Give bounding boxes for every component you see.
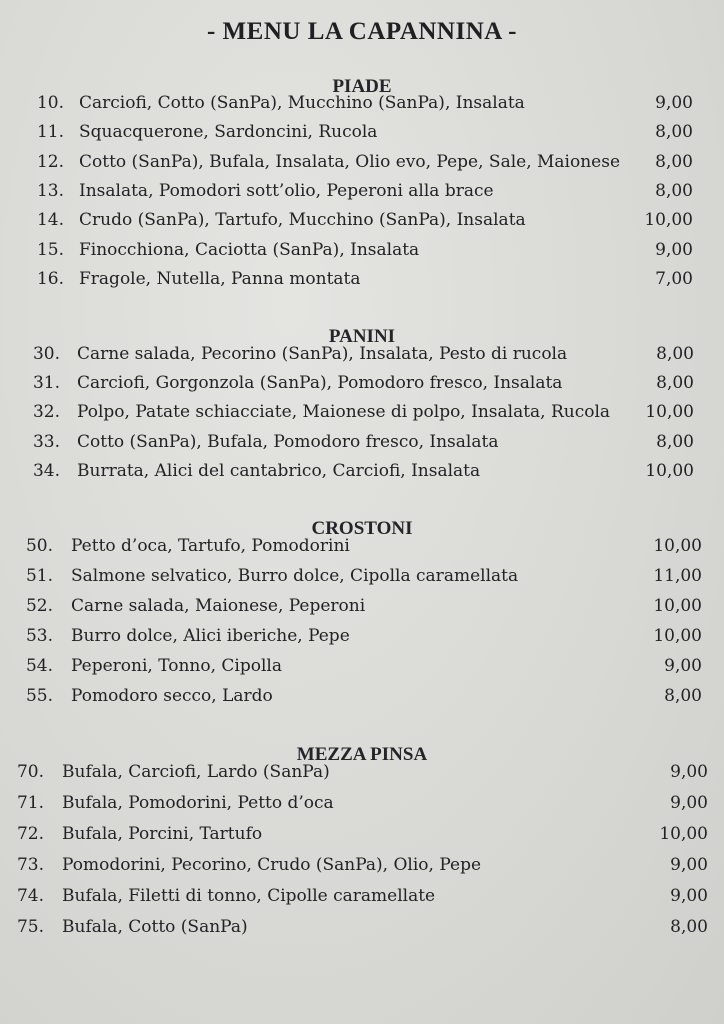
menu-item [0, 177, 724, 205]
item-price: 8,00 [664, 686, 702, 706]
item-price: 8,00 [670, 917, 708, 937]
item-description: Polpo, Patate schiacciate, Maionese di polpo, Insalata, Rucola [77, 402, 611, 423]
item-number: 15. [36, 239, 64, 260]
item-description: Burrata, Alici del cantabrico, Carciofi, Insalata [77, 460, 481, 481]
item-number: 54. [25, 656, 53, 676]
item-number: 50. [25, 536, 53, 556]
item-number: 52. [25, 596, 53, 616]
menu-item [0, 851, 724, 879]
item-price: 9,00 [655, 93, 693, 113]
item-price: 10,00 [653, 536, 702, 556]
item-price: 11,00 [653, 566, 702, 586]
item-number: 11. [36, 122, 64, 143]
item-description: Salmone selvatico, Burro dolce, Cipolla caramellata [71, 566, 519, 586]
menu-item [0, 148, 724, 176]
item-number: 14. [36, 210, 64, 231]
menu-item [0, 457, 724, 485]
item-number: 31. [32, 373, 60, 394]
item-description: Crudo (SanPa), Tartufo, Mucchino (SanPa), Insalata [79, 210, 526, 231]
menu-item [0, 789, 724, 817]
menu-item [0, 913, 724, 941]
item-description: Pomodorini, Pecorino, Crudo (SanPa), Olio, Pepe [62, 855, 482, 875]
menu-item [0, 340, 724, 368]
item-price: 8,00 [655, 180, 693, 201]
menu-item [0, 206, 724, 234]
item-price: 10,00 [644, 210, 693, 231]
menu-title: - MENU LA CAPANNINA - [206, 18, 518, 45]
item-price: 9,00 [670, 793, 708, 813]
section-title: PANINI [328, 326, 396, 347]
section-title: CROSTONI [311, 518, 413, 539]
item-number: 30. [32, 344, 60, 364]
menu-item [0, 562, 724, 590]
menu-item [0, 89, 724, 117]
item-description: Burro dolce, Alici iberiche, Pepe [71, 626, 350, 646]
menu-item [0, 428, 724, 456]
item-price: 10,00 [659, 824, 708, 844]
item-description: Peperoni, Tonno, Cipolla [71, 656, 282, 676]
item-description: Finocchiona, Caciotta (SanPa), Insalata [79, 239, 420, 260]
item-price: 8,00 [656, 344, 694, 364]
menu-item [0, 882, 724, 910]
item-description: Carne salada, Pecorino (SanPa), Insalata, Pesto di rucola [77, 344, 568, 364]
menu-item [0, 532, 724, 560]
item-description: Insalata, Pomodori sott’olio, Peperoni alla brace [79, 180, 494, 201]
item-description: Carne salada, Maionese, Peperoni [71, 596, 366, 616]
item-number: 13. [36, 180, 64, 201]
item-price: 8,00 [656, 431, 694, 452]
menu-item [0, 236, 724, 264]
item-description: Carciofi, Gorgonzola (SanPa), Pomodoro fresco, Insalata [77, 373, 563, 394]
item-description: Petto d’oca, Tartufo, Pomodorini [71, 536, 350, 556]
menu-item [0, 265, 724, 293]
item-number: 32. [32, 402, 60, 423]
item-price: 10,00 [653, 596, 702, 616]
item-number: 16. [36, 268, 64, 289]
item-number: 72. [16, 824, 44, 844]
item-number: 53. [25, 626, 53, 646]
menu-item [0, 758, 724, 786]
item-number: 70. [16, 762, 44, 782]
item-description: Fragole, Nutella, Panna montata [79, 268, 361, 289]
item-description: Pomodoro secco, Lardo [71, 686, 273, 706]
item-number: 73. [16, 855, 44, 875]
item-price: 9,00 [664, 656, 702, 676]
item-number: 10. [36, 93, 64, 113]
item-number: 33. [32, 431, 60, 452]
item-price: 9,00 [670, 762, 708, 782]
item-price: 7,00 [655, 268, 693, 289]
item-number: 51. [25, 566, 53, 586]
menu-item [0, 682, 724, 710]
item-description: Bufala, Cotto (SanPa) [62, 917, 248, 937]
section-title: PIADE [332, 76, 392, 97]
item-description: Carciofi, Cotto (SanPa), Mucchino (SanPa), Insalata [79, 93, 525, 113]
menu-item [0, 622, 724, 650]
menu-item [0, 369, 724, 397]
item-price: 10,00 [645, 402, 694, 423]
item-description: Cotto (SanPa), Bufala, Pomodoro fresco, Insalata [77, 431, 499, 452]
menu-item [0, 652, 724, 680]
item-price: 9,00 [670, 886, 708, 906]
item-price: 10,00 [645, 460, 694, 481]
item-number: 55. [25, 686, 53, 706]
menu-item [0, 820, 724, 848]
item-price: 8,00 [655, 151, 693, 172]
menu-item [0, 118, 724, 146]
item-number: 71. [16, 793, 44, 813]
item-description: Bufala, Porcini, Tartufo [62, 824, 263, 844]
item-number: 34. [32, 460, 60, 481]
item-description: Bufala, Pomodorini, Petto d’oca [62, 793, 334, 813]
item-number: 74. [16, 886, 44, 906]
item-price: 10,00 [653, 626, 702, 646]
menu-item [0, 592, 724, 620]
item-description: Cotto (SanPa), Bufala, Insalata, Olio evo, Pepe, Sale, Maionese [79, 151, 621, 172]
item-number: 12. [36, 151, 64, 172]
item-description: Squacquerone, Sardoncini, Rucola [79, 122, 378, 143]
item-price: 9,00 [655, 239, 693, 260]
item-description: Bufala, Carciofi, Lardo (SanPa) [62, 762, 330, 782]
item-price: 8,00 [655, 122, 693, 143]
item-number: 75. [16, 917, 44, 937]
item-price: 8,00 [656, 373, 694, 394]
menu-item [0, 398, 724, 426]
section-title: MEZZA PINSA [296, 744, 428, 765]
item-description: Bufala, Filetti di tonno, Cipolle caramellate [62, 886, 436, 906]
item-price: 9,00 [670, 855, 708, 875]
